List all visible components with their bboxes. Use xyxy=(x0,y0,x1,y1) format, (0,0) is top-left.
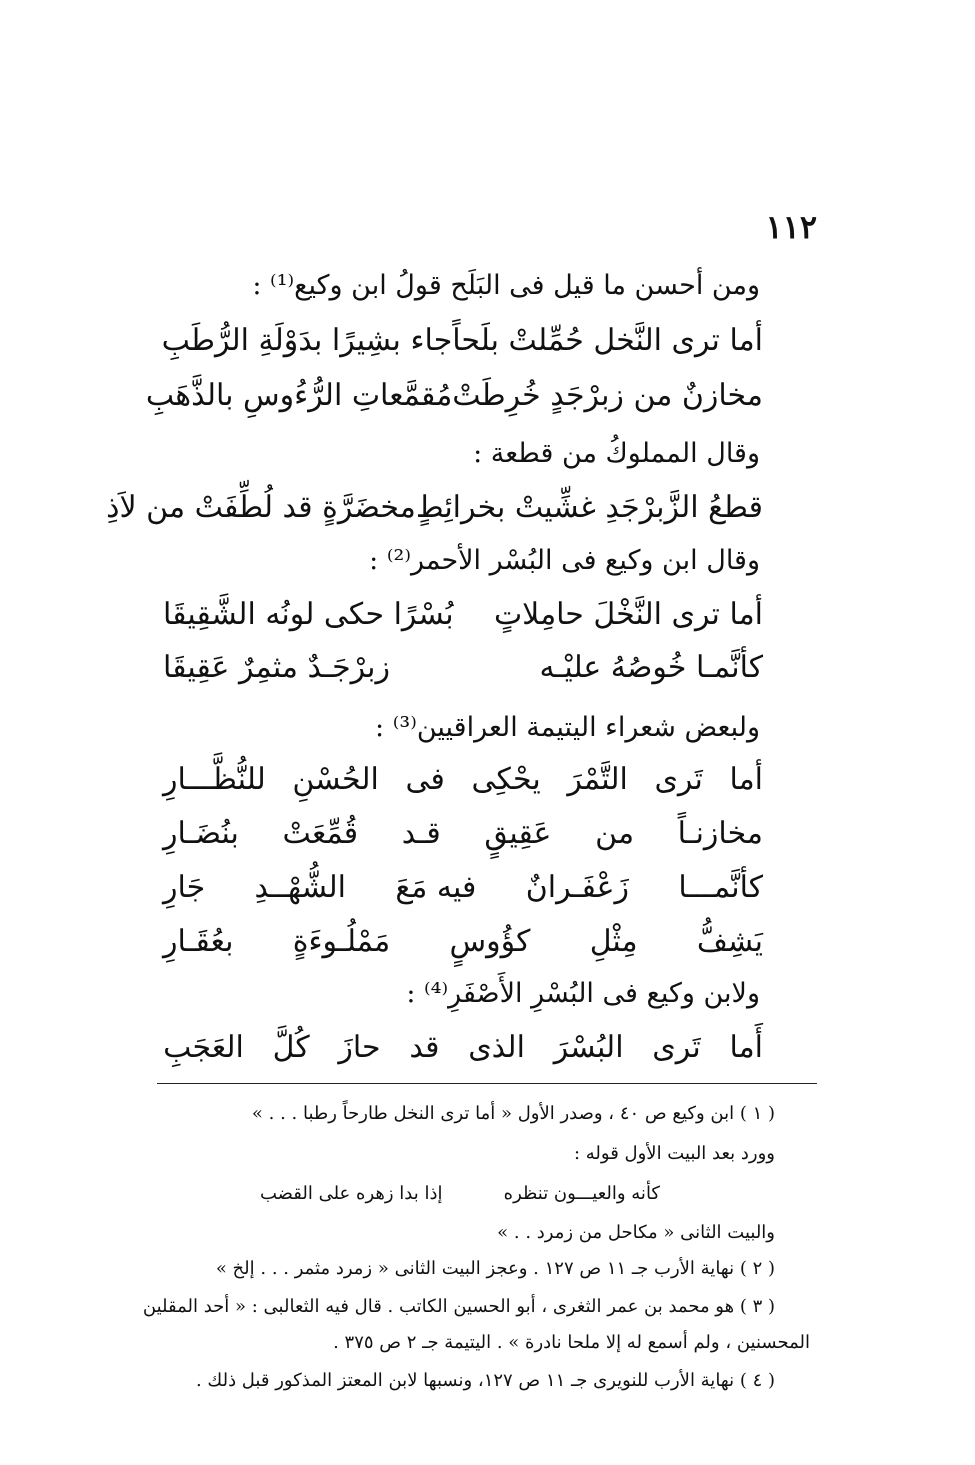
verse-word: كأنَّمـــا xyxy=(678,870,763,905)
verse-word: تَرى xyxy=(654,762,703,797)
verse-word: الذى xyxy=(468,1030,525,1065)
verse-word: تَرى xyxy=(652,1030,701,1065)
verse-line xyxy=(145,378,763,422)
verse-word: حازَ xyxy=(338,1030,381,1065)
footnote-1-continuation: وورد بعد البيت الأول قوله : xyxy=(573,1143,775,1164)
verse-word: كؤُوسٍ xyxy=(449,924,531,959)
verse-word: قُمِّعَتْ xyxy=(282,816,359,851)
verse-word: مِثْلِ xyxy=(589,924,638,959)
verse-first-hemistich: مخازنٌ من زبرْجَدٍ خُرِطَتْ xyxy=(452,378,763,413)
verse-word: مخازنـاً xyxy=(677,816,763,851)
verse-word: فيه مَعَ xyxy=(395,870,477,905)
verse-second-hemistich: مُقمَّعاتِ الرُّءُوسِ بالذَّهَبِ xyxy=(145,378,453,413)
footnote-separator xyxy=(157,1083,817,1084)
footnote-verse-first-hemistich: كأنه والعيـــون تنظره xyxy=(503,1183,660,1204)
footnote-verse-second-hemistich: إذا بدا زهره على القضب xyxy=(260,1183,443,1204)
verse-second-hemistich: بُسْرًا حكى لونُه الشَّقِيقَا xyxy=(163,597,454,632)
verse-word: زَعْفَـرانٌ xyxy=(525,870,630,905)
verse-first-hemistich: أما ترى النَّخل حُمِّلتْ بلَحاً xyxy=(452,323,763,358)
verse-word: يَشِفُّ xyxy=(696,924,763,959)
verse-word: بنُضَـارِ xyxy=(163,816,239,851)
verse-line xyxy=(163,870,763,914)
verse-word: يحْكِى xyxy=(471,762,541,797)
section-intro: وقال المملوكُ من قطعة : xyxy=(473,438,760,469)
verse-word: قد xyxy=(409,1030,440,1065)
verse-line xyxy=(163,762,763,806)
footnote-1: ( ١ ) ابن وكيع ص ٤٠ ، وصدر الأول « أما ترى النخل طارحاً رطبا . . . » xyxy=(251,1103,775,1124)
verse-line xyxy=(163,1030,763,1074)
verse-line xyxy=(163,597,763,641)
verse-word: العَجَبِ xyxy=(163,1030,244,1065)
verse-word: مَمْلُـوءَةٍ xyxy=(292,924,391,959)
verse-line xyxy=(163,924,763,968)
verse-line xyxy=(163,816,763,860)
verse-first-hemistich: كأنَّمـا خُوصُهُ عليْـه xyxy=(539,650,763,685)
section-intro: ولبعض شعراء اليتيمة العراقيين⁽³⁾ : xyxy=(375,712,760,743)
verse-word: البُسْرَ xyxy=(553,1030,624,1065)
verse-line xyxy=(163,323,763,367)
verse-word: جَارِ xyxy=(163,870,206,905)
verse-line xyxy=(106,490,763,534)
section-intro: ومن أحسن ما قيل فى البَلَح قولُ ابن وكيع⁽¹⁾ : xyxy=(252,270,760,301)
verse-first-hemistich: قطعُ الزَّبرْجَدِ غشِّيتْ بخرائِطٍ xyxy=(415,490,763,525)
verse-word: أما xyxy=(729,762,763,797)
verse-word: فى xyxy=(405,762,445,797)
verse-word: قـد xyxy=(401,816,441,851)
footnote-1-verse xyxy=(260,1183,660,1204)
verse-word: بعُقَـارِ xyxy=(163,924,234,959)
footnote-3-continuation: المحسنين ، ولم أسمع له إلا ملحا نادرة » . اليتيمة جـ ٢ ص ٣٧٥ . xyxy=(333,1332,810,1353)
verse-second-hemistich: مخضَرَّةٍ قد لُطِّفَتْ من لاَذِ xyxy=(106,490,416,525)
verse-word: أَما xyxy=(729,1030,763,1065)
verse-first-hemistich: أما ترى النَّخْلَ حامِلاتٍ xyxy=(493,597,763,632)
verse-line xyxy=(163,650,763,694)
verse-second-hemistich: زبرْجَـدٌ مثمِرٌ عَقِيقَا xyxy=(163,650,391,685)
footnote-1-continuation: والبيت الثانى « مكاحل من زمرد . . » xyxy=(497,1222,775,1243)
verse-word: من xyxy=(595,816,635,851)
section-intro: ولابن وكيع فى البُسْرِ الأَصْفَرِ⁽⁴⁾ : xyxy=(406,978,760,1009)
verse-second-hemistich: جاء بشِيرًا بدَوْلَةِ الرُّطَبِ xyxy=(161,323,453,358)
verse-word: للنُّظَّـــارِ xyxy=(163,762,266,797)
verse-word: كُلَّ xyxy=(272,1030,310,1065)
footnote-3: ( ٣ ) هو محمد بن عمر الثغرى ، أبو الحسين الكاتب . قال فيه الثعالبى : « أحد المقلين xyxy=(142,1296,775,1317)
section-intro: وقال ابن وكيع فى البُسْر الأحمر⁽²⁾ : xyxy=(369,545,760,576)
verse-word: الحُسْنِ xyxy=(292,762,379,797)
verse-word: عَقِيقٍ xyxy=(484,816,552,851)
footnote-2: ( ٢ ) نهاية الأرب جـ ١١ ص ١٢٧ . وعجز البيت الثانى « زمرد مثمر . . . إلخ » xyxy=(215,1258,775,1279)
verse-word: الشُّهْــدِ xyxy=(254,870,346,905)
footnote-4: ( ٤ ) نهاية الأرب للنويرى جـ ١١ ص ١٢٧، ونسبها لابن المعتز المذكور قبل ذلك . xyxy=(195,1370,775,1391)
page-number: ١١٢ xyxy=(765,208,817,246)
verse-word: التَّمْرَ xyxy=(567,762,628,797)
